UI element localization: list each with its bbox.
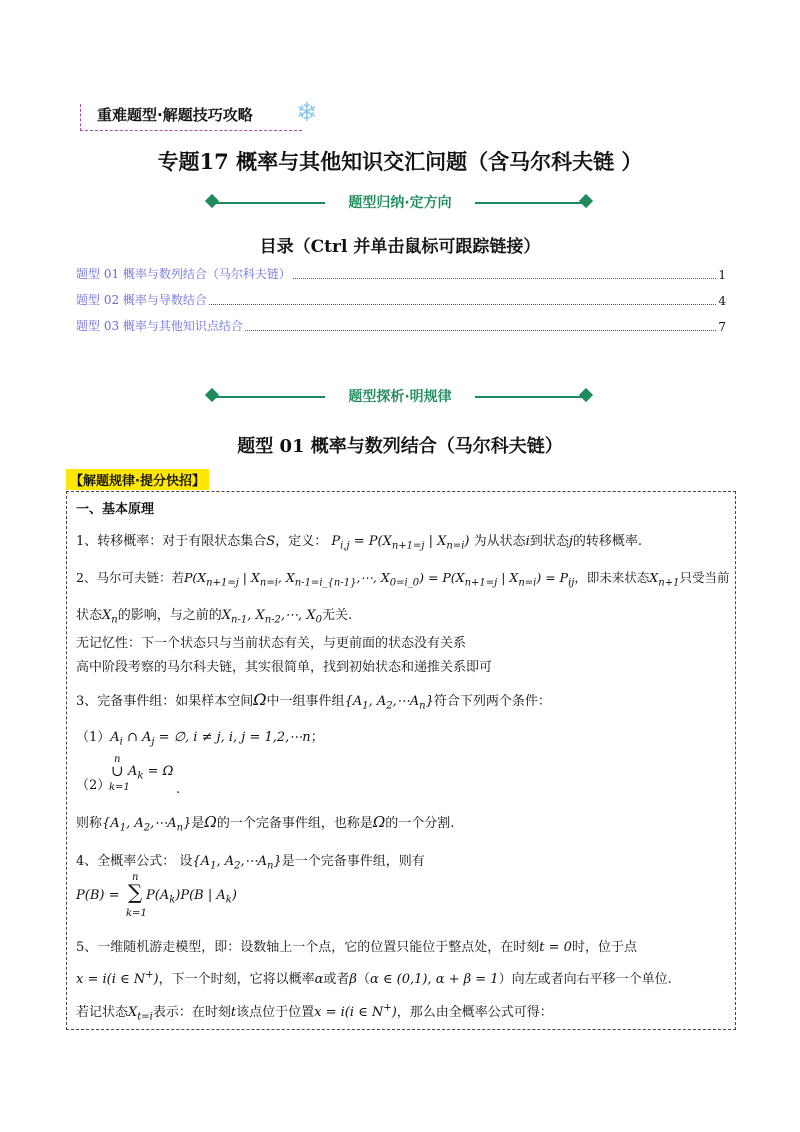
tip-label: 【解题规律·提分快招】 [66, 469, 209, 490]
partition-line: 则称{$A_1$, $A_2,\cdots A_n$}是Ω的一个完备事件组，也称是Ω的一个分割. [76, 813, 455, 834]
toc-item[interactable] [76, 290, 726, 308]
state-line: 若记状态$X_{t=i}$表示：在时刻t该点位于位置x = i(i ∈ N+)，那么由全概率公式可得： [76, 1002, 553, 1023]
condition-1-line: $(1)A_i$ ∩ $A_j$ = ∅, i ≠ j, i, j = 1,2,⋯n； [76, 730, 324, 748]
header-left-border [80, 104, 81, 131]
banner-analysis [205, 385, 595, 409]
transition-prob-line: 1、转移概率：对于有限状态集合S，定义： $P_{i,j} = P(X_{n+1=j}$ | $X_{n=i}$) 为从状态i到状态j的转移概率. [76, 534, 643, 552]
content-heading: 一、基本原理 [76, 502, 155, 517]
diamond-icon [579, 388, 593, 402]
banner-rule-left [215, 202, 325, 204]
toc-title: 目录（Ctrl 并单击鼠标可跟踪链接） [259, 237, 541, 257]
header-underline [80, 130, 302, 131]
banner-label: 题型归纳·定方向 [348, 195, 452, 211]
toc-item[interactable] [76, 316, 726, 334]
banner-summary [205, 191, 595, 215]
diamond-icon [205, 194, 219, 208]
toc-item-page: 4 [718, 294, 726, 308]
total-prob-line: 4、全概率公式： 设{$A_1$, $A_2,\cdots A_n$}是一个完备事件组，则有 [76, 854, 425, 872]
snowflake-icon: ❄ [296, 98, 318, 128]
banner-rule-right [475, 202, 585, 204]
header-tag: 重难题型·解题技巧攻略 [97, 106, 253, 124]
complete-event-line: 3、完备事件组：如果样本空间Ω中一组事件组{$A_1$, $A_2,\cdots A_n$}符合下列两个条件： [76, 690, 551, 712]
section-title: 题型 01 概率与数列结合（马尔科夫链） [237, 436, 563, 457]
toc-item-label[interactable]: 题型 01 概率与数列结合（马尔科夫链） [76, 267, 291, 281]
toc-item[interactable] [76, 264, 726, 282]
markov-chain-line: 2、马尔可夫链：若$P(X_{n+1=j}$ | $X_{n=i}$, $X_{n-1=i\_\{n-1\}},\cdots$, $X_{0=i\_0}) = P(X_{n+1=j}$ | $X_{n=i}) = P_{ij}$，即未来状态$X_{n+1}$只受当前 [76, 570, 730, 589]
banner-label: 题型探析·明规律 [348, 389, 452, 405]
page-title: 专题17 概率与其他知识交汇问题（含马尔科夫链 ） [157, 149, 643, 174]
markov-chain-line-cont: 状态$X_n$的影响，与之前的$X_{n-1}$, $X_{n-2},\cdots$, $X_0$无关. [76, 608, 353, 626]
random-walk-line: 5、一维随机游走模型，即：设数轴上一个点，它的位置只能位于整点处，在时刻t = 0时，位于点 [76, 940, 637, 955]
highschool-note-line: 高中阶段考察的马尔科夫链，其实很简单，找到初始状态和递推关系即可 [76, 660, 493, 675]
banner-rule-left [215, 396, 325, 398]
random-walk-line-cont: x = i(i ∈ N+)，下一个时刻，它将以概率α或者β（α ∈ (0,1), α + β = 1）向左或者向右平移一个单位. [76, 969, 672, 987]
toc-item-page: 1 [718, 268, 726, 282]
diamond-icon [205, 388, 219, 402]
toc-item-label[interactable]: 题型 03 概率与其他知识点结合 [76, 319, 243, 333]
toc-item-page: 7 [718, 320, 726, 334]
diamond-icon [579, 194, 593, 208]
toc-item-label[interactable]: 题型 02 概率与导数结合 [76, 293, 207, 307]
banner-rule-right [475, 396, 585, 398]
memoryless-line: 无记忆性：下一个状态只与当前状态有关，与更前面的状态没有关系 [76, 636, 467, 651]
